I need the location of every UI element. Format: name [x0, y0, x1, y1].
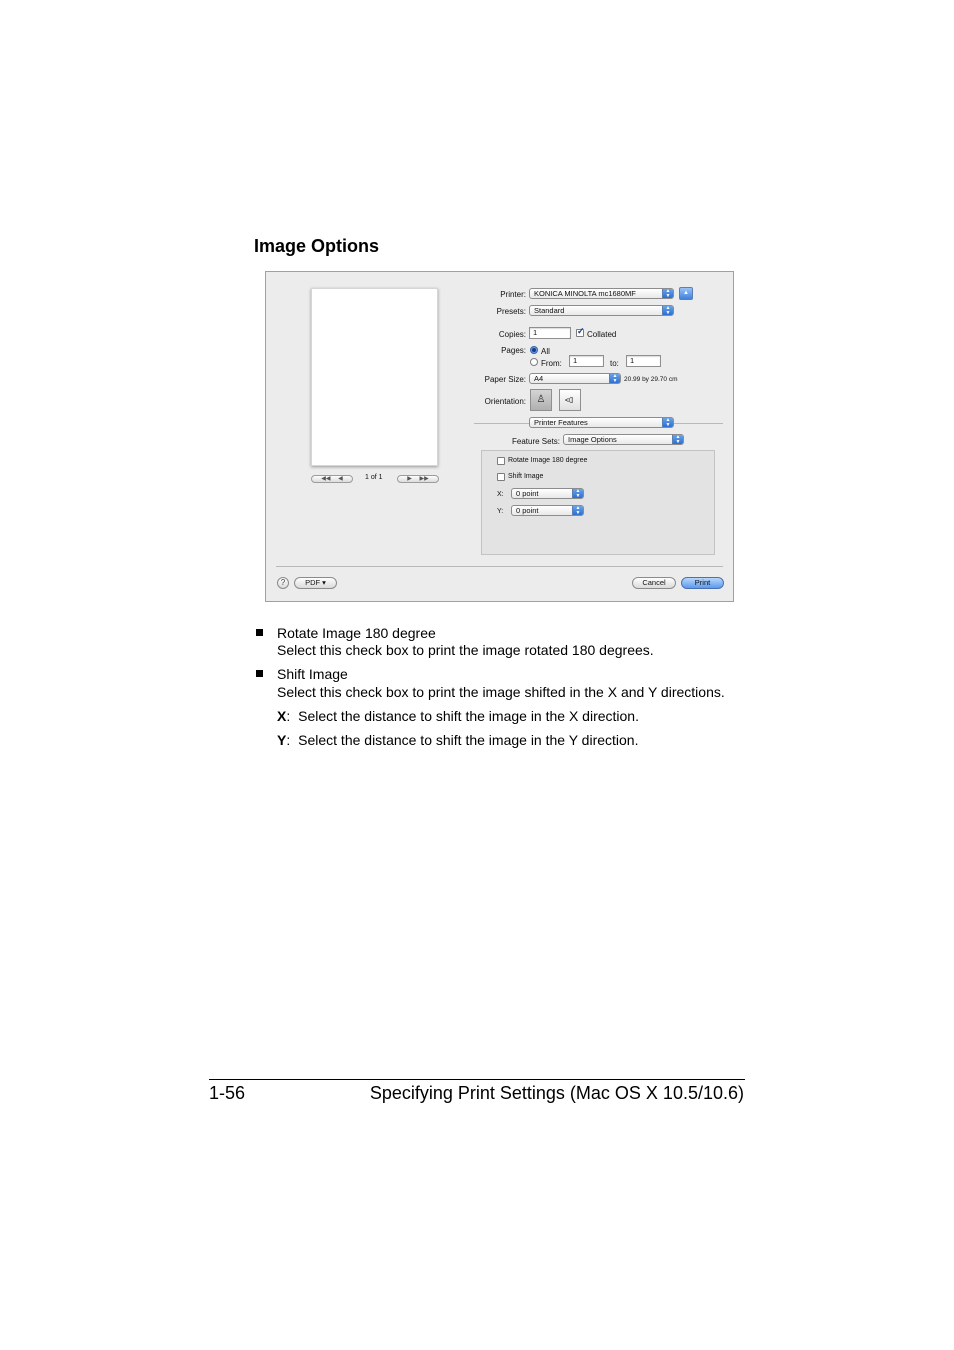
- footer-rule: [209, 1079, 745, 1080]
- portrait-person-icon: ♙: [536, 394, 546, 405]
- sub-item-y-key: Y: [277, 732, 287, 748]
- feature-sets-label: Feature Sets:: [512, 437, 561, 446]
- help-button[interactable]: ?: [277, 577, 289, 589]
- pages-to-input[interactable]: 1: [626, 355, 661, 367]
- collated-label: Collated: [587, 330, 617, 339]
- paper-size-select[interactable]: [529, 373, 621, 384]
- presets-select-value: Standard: [534, 306, 565, 315]
- copies-input[interactable]: 1: [529, 327, 571, 339]
- bullet-desc-rotate: Select this check box to print the image rotated 180 degrees.: [277, 642, 654, 658]
- printer-select[interactable]: [529, 288, 674, 299]
- first-page-icon: ◀◀: [321, 476, 331, 482]
- pages-all-label: All: [541, 347, 550, 356]
- last-page-icon: ▶▶: [419, 476, 429, 482]
- popup-arrows-icon: ▲ ▼: [662, 306, 673, 315]
- copies-label: Copies:: [498, 330, 526, 339]
- cancel-button[interactable]: Cancel: [632, 577, 676, 589]
- pane-select[interactable]: [529, 417, 674, 428]
- popup-arrows-icon: ▲ ▼: [672, 435, 683, 444]
- bullet-title-shift: Shift Image: [277, 666, 348, 682]
- section-title: Image Options: [254, 236, 380, 256]
- popup-arrows-icon: ▲ ▼: [662, 418, 673, 427]
- sub-item-x-desc: Select the distance to shift the image in the X direction.: [298, 708, 639, 724]
- x-shift-value: 0 point: [516, 489, 539, 498]
- y-shift-value: 0 point: [516, 506, 539, 515]
- presets-select[interactable]: [529, 305, 674, 316]
- landscape-person-icon: ♙: [564, 395, 575, 405]
- rotate-image-checkbox[interactable]: [497, 457, 505, 465]
- feature-sets-value: Image Options: [568, 435, 617, 444]
- bottom-separator: [276, 566, 723, 567]
- sub-item-x: [277, 708, 639, 725]
- popup-arrows-icon: ▲ ▼: [572, 489, 583, 498]
- pages-from-label: From:: [541, 359, 562, 368]
- preview-first-prev-button[interactable]: [311, 475, 353, 483]
- prev-page-icon: ◀: [338, 476, 343, 482]
- sub-item-y: [277, 732, 638, 749]
- paper-size-label: Paper Size:: [484, 375, 526, 384]
- landscape-orientation-button[interactable]: [559, 389, 581, 411]
- y-shift-select[interactable]: [511, 505, 584, 516]
- page-indicator: 1 of 1: [365, 474, 383, 481]
- pages-all-radio[interactable]: [530, 346, 538, 354]
- sub-item-x-sep: :: [286, 708, 291, 724]
- bullet-marker: [256, 670, 263, 677]
- page-number: 1-56: [209, 1083, 246, 1103]
- bullet-marker: [256, 629, 263, 636]
- printer-select-value: KONICA MINOLTA mc1680MF: [534, 289, 636, 298]
- popup-arrows-icon: ▲ ▼: [609, 374, 620, 383]
- x-label: X:: [497, 491, 504, 498]
- x-shift-select[interactable]: [511, 488, 584, 499]
- popup-arrows-icon: ▲ ▼: [572, 506, 583, 515]
- print-dialog: [265, 271, 734, 602]
- bullet-title-rotate: Rotate Image 180 degree: [277, 625, 436, 641]
- print-button[interactable]: Print: [681, 577, 724, 589]
- popup-arrows-icon: ▲ ▼: [662, 289, 673, 298]
- pages-from-input[interactable]: 1: [569, 355, 604, 367]
- y-label: Y:: [497, 508, 504, 515]
- shift-image-label: Shift Image: [508, 473, 544, 480]
- pdf-button[interactable]: PDF ▾: [294, 577, 337, 589]
- shift-image-checkbox[interactable]: [497, 473, 505, 481]
- printer-label: Printer:: [500, 290, 526, 299]
- bullet-desc-shift: Select this check box to print the image shifted in the X and Y directions.: [277, 684, 725, 700]
- feature-sets-select[interactable]: [563, 434, 684, 445]
- disclosure-triangle-icon[interactable]: ▲: [679, 287, 693, 300]
- portrait-orientation-button[interactable]: [530, 389, 552, 411]
- orientation-label: Orientation:: [484, 397, 526, 406]
- page-preview: [311, 288, 438, 466]
- preview-next-last-button[interactable]: [397, 475, 439, 483]
- image-options-panel: [481, 450, 715, 555]
- next-page-icon: ▶: [407, 476, 412, 482]
- paper-dimensions: 20.99 by 29.70 cm: [624, 376, 678, 383]
- collated-checkbox[interactable]: [576, 329, 584, 337]
- sub-item-y-desc: Select the distance to shift the image in the Y direction.: [298, 732, 639, 748]
- pane-select-value: Printer Features: [534, 418, 588, 427]
- sub-item-y-sep: :: [286, 732, 291, 748]
- pages-from-radio[interactable]: [530, 358, 538, 366]
- paper-size-value: A4: [534, 374, 544, 383]
- pages-to-label: to:: [610, 359, 619, 368]
- pages-label: Pages:: [501, 346, 526, 355]
- sub-item-x-key: X: [277, 708, 287, 724]
- presets-label: Presets:: [496, 307, 526, 316]
- rotate-image-label: Rotate Image 180 degree: [508, 457, 588, 464]
- chapter-title: Specifying Print Settings (Mac OS X 10.5/10.6): [369, 1083, 744, 1103]
